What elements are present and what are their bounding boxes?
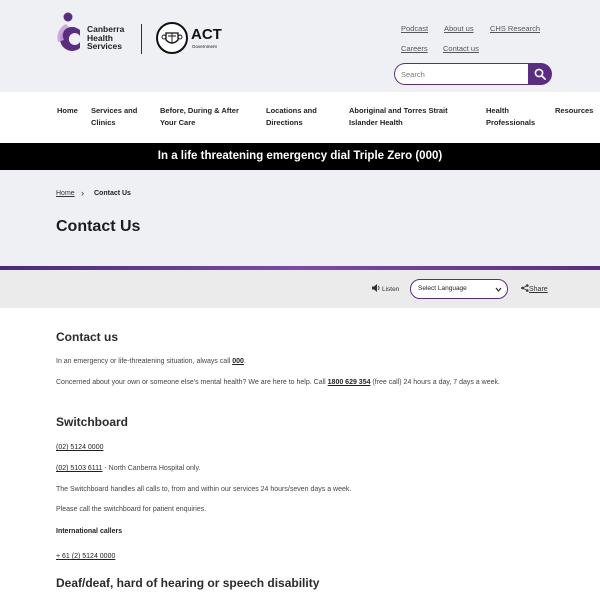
international-phone-paragraph bbox=[56, 550, 546, 563]
switchboard-info-paragraph: The Switchboard handles all calls to, from and within our services 24 hours/seven days a week. bbox=[56, 486, 352, 493]
logo-line-2: Health bbox=[87, 32, 113, 43]
breadcrumb-chevron-icon: › bbox=[81, 188, 84, 198]
breadcrumb-home[interactable]: Home bbox=[56, 190, 75, 197]
mental-health-text: Concerned about your own or someone else's mental health? We are here to help. Call bbox=[56, 379, 328, 386]
listen-label: Listen bbox=[382, 286, 400, 293]
main-navigation bbox=[0, 92, 600, 143]
logo-line-1: Canberra bbox=[87, 24, 125, 34]
search-icon bbox=[534, 68, 546, 80]
emergency-text: In an emergency or life-threatening situation, always call bbox=[56, 358, 233, 365]
page-title: Contact Us bbox=[56, 218, 141, 235]
mental-health-phone-link[interactable]: 1800 629 354 bbox=[327, 379, 371, 386]
link-careers[interactable]: Careers bbox=[401, 44, 428, 53]
search-field bbox=[394, 63, 530, 85]
nav-label: Home bbox=[57, 106, 78, 115]
deaf-heading: Deaf/deaf, hard of hearing or speech disability bbox=[56, 576, 320, 590]
canberra-health-services-logo[interactable] bbox=[54, 12, 144, 54]
switchboard-heading: Switchboard bbox=[56, 415, 129, 429]
nav-label: Professionals bbox=[486, 118, 536, 127]
page-header bbox=[0, 170, 600, 266]
act-title: ACT bbox=[191, 26, 222, 43]
language-select-value: Select Language bbox=[418, 285, 467, 292]
link-about-us[interactable]: About us bbox=[444, 24, 474, 33]
nav-item-locations-and-directions[interactable] bbox=[266, 105, 317, 129]
nav-label: Health bbox=[486, 106, 509, 115]
international-callers-heading: International callers bbox=[56, 528, 123, 535]
nav-label: Aboriginal and Torres Strait bbox=[349, 106, 448, 115]
link-contact-us[interactable]: Contact us bbox=[443, 44, 479, 53]
search-button[interactable] bbox=[528, 63, 552, 85]
contact-us-heading: Contact us bbox=[56, 330, 119, 344]
nav-item-resources[interactable] bbox=[555, 105, 593, 117]
nav-label: Locations and bbox=[266, 106, 317, 115]
language-select[interactable] bbox=[410, 279, 508, 299]
site-header bbox=[0, 0, 600, 92]
nav-item-health-professionals[interactable] bbox=[486, 105, 535, 129]
link-podcast[interactable]: Podcast bbox=[401, 24, 429, 33]
chevron-down-icon bbox=[495, 286, 502, 293]
mental-health-text-end: (free call) 24 hours a day, 7 days a week. bbox=[370, 379, 500, 386]
chs-logo-mark-icon bbox=[54, 12, 84, 54]
nav-label: Clinics bbox=[91, 118, 116, 127]
nav-label: Directions bbox=[266, 118, 303, 127]
nav-item-aboriginal-torres-strait[interactable] bbox=[349, 105, 448, 129]
nav-label: Resources bbox=[555, 106, 594, 115]
international-phone-link[interactable]: + 61 (2) 5124 0000 bbox=[56, 553, 116, 560]
mental-health-paragraph bbox=[56, 376, 546, 389]
share-icon bbox=[521, 284, 529, 292]
act-subtitle: Government bbox=[192, 44, 217, 49]
north-canberra-phone-link[interactable]: (02) 5103 6111 bbox=[56, 465, 103, 472]
logo-line-3: Services bbox=[87, 41, 122, 52]
breadcrumb-current: Contact Us bbox=[94, 190, 131, 197]
share-button[interactable] bbox=[521, 284, 548, 293]
emergency-phone-link[interactable]: 000 bbox=[232, 358, 244, 365]
act-government-logo[interactable] bbox=[156, 22, 226, 56]
north-canberra-paragraph bbox=[56, 462, 546, 475]
logo-divider bbox=[141, 24, 142, 54]
speaker-icon bbox=[372, 284, 381, 292]
switchboard-phone-paragraph bbox=[56, 441, 546, 454]
nav-label: Islander Health bbox=[349, 118, 403, 127]
nav-item-home[interactable] bbox=[57, 105, 78, 117]
emergency-paragraph bbox=[56, 355, 546, 368]
switchboard-phone-link[interactable]: (02) 5124 0000 bbox=[56, 444, 104, 451]
listen-button[interactable] bbox=[372, 284, 399, 293]
page-toolbar bbox=[0, 270, 600, 308]
link-chs-research[interactable]: CHS Research bbox=[490, 24, 541, 33]
nav-label: Your Care bbox=[160, 118, 196, 127]
nav-label: Services and bbox=[91, 106, 138, 115]
act-crest-icon bbox=[156, 22, 188, 54]
nav-item-services-and-clinics[interactable] bbox=[91, 105, 137, 129]
nav-item-before-during-after[interactable] bbox=[160, 105, 239, 129]
north-canberra-text: - North Canberra Hospital only. bbox=[102, 465, 201, 472]
patient-enquiries-paragraph: Please call the switchboard for patient enquiries. bbox=[56, 506, 207, 513]
chs-logo-text bbox=[87, 25, 124, 51]
emergency-text-end: . bbox=[243, 358, 246, 365]
nav-label: Before, During & After bbox=[160, 106, 239, 115]
search-input[interactable] bbox=[401, 65, 521, 84]
share-label: Share bbox=[529, 286, 548, 293]
emergency-banner: In a life threatening emergency dial Triple Zero (000) bbox=[0, 143, 600, 170]
